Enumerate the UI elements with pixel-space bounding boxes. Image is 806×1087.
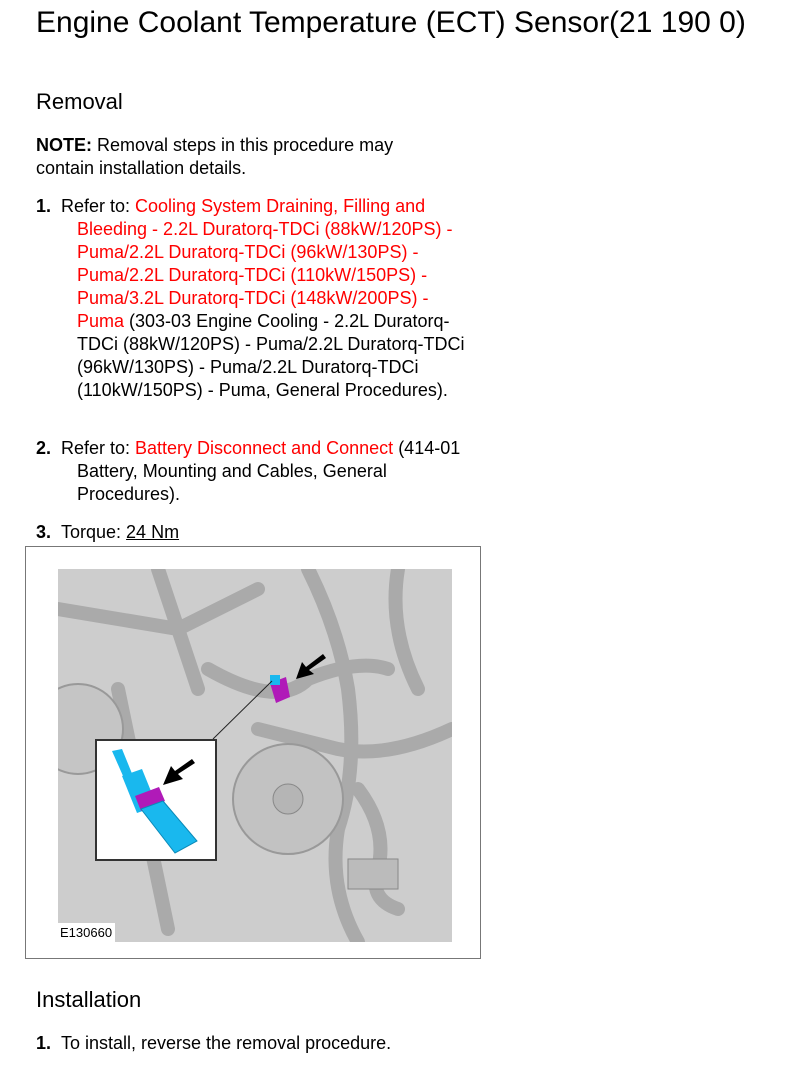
note-text: Removal steps in this procedure may contain installation details.: [36, 135, 394, 178]
installation-step-1: [36, 1032, 476, 1055]
step-number: 1.: [36, 196, 52, 216]
step-number: 3.: [36, 522, 52, 542]
installation-heading: Installation: [36, 987, 142, 1012]
sensor-detail-inset: [95, 739, 217, 861]
step-number: 1.: [36, 1033, 52, 1053]
note: [36, 134, 456, 180]
step-number: 2.: [36, 438, 52, 458]
figure-id: E130660: [58, 923, 115, 942]
illustration-frame: [25, 546, 481, 959]
step-prefix: Refer to:: [61, 438, 136, 458]
removal-step-1: [36, 195, 476, 402]
note-label: NOTE:: [36, 135, 92, 155]
battery-disconnect-link[interactable]: Battery Disconnect and Connect: [135, 438, 394, 458]
step-prefix: Refer to:: [61, 196, 136, 216]
sensor-icon: [97, 741, 215, 859]
engine-illustration: [58, 569, 452, 942]
removal-heading: Removal: [36, 89, 123, 114]
step-suffix: (303-03 Engine Cooling - 2.2L Duratorq-TDCi (88kW/120PS) - Puma/2.2L Duratorq-TDCi (96kW/130PS) - Puma/2.2L Duratorq-TDCi (110kW/150PS) - Puma, General Procedures).: [77, 311, 465, 400]
step-suffix: (414-01 Battery, Mounting and Cables, General Procedures).: [77, 438, 461, 504]
arrow-icon: [163, 759, 195, 785]
removal-step-2: [36, 437, 476, 506]
cooling-system-link[interactable]: Cooling System Draining, Filling and Bleeding - 2.2L Duratorq-TDCi (88kW/120PS) - Puma/2.2L Duratorq-TDCi (96kW/130PS) - Puma/2.2L Duratorq-TDCi (110kW/150PS) - Puma/3.2L Duratorq-TDCi (148kW/200PS) - Puma: [77, 196, 453, 331]
step-text: To install, reverse the removal procedure.: [61, 1033, 392, 1053]
step-prefix: Torque:: [61, 522, 127, 542]
removal-step-3: [36, 521, 476, 544]
torque-value[interactable]: 24 Nm: [126, 522, 180, 542]
page-title: Engine Coolant Temperature (ECT) Sensor(21 190 0): [36, 6, 746, 39]
